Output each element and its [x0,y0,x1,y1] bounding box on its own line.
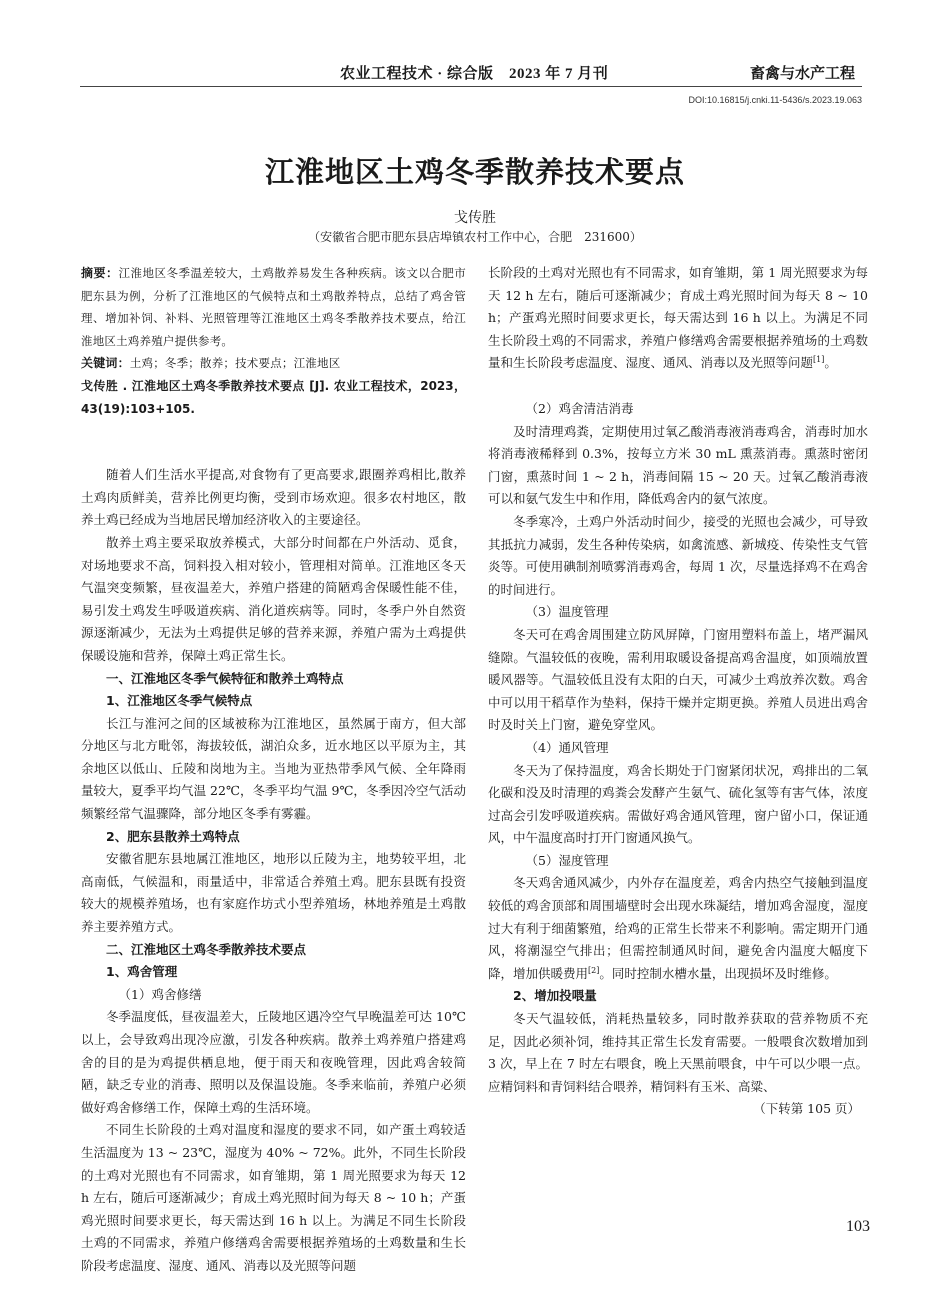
keywords-label: 关键词： [81,356,130,371]
item-heading: （5）湿度管理 [525,852,609,868]
subsection-heading: 2、肥东县散养土鸡特点 [106,828,240,844]
paragraph-text: 长阶段的土鸡对光照也有不同需求，如育雏期，第 1 周光照要求为每天 12 h 左右，随后可逐渐减少；育成土鸡光照时间为每天 8 ~ 10 h；产蛋鸡光照时间要求更长，每天需达到 16 h 以上。为满足不同生长阶段土鸡的不同需求，养殖户修缮鸡舍需要根据养殖场的土鸡数量和生长阶段考虑温度、湿度、通风、消毒以及光照等问题 [488,265,868,371]
left-column [81,262,466,1273]
paragraph-text: 冬天鸡舍通风减少，内外存在温度差，鸡舍内热空气接触到温度较低的鸡舍顶部和周围墙壁时会出现水珠凝结，增加鸡舍湿度，湿度过大有利于细菌繁殖，给鸡的正常生长带来不利影响。需定期开门通风，将潮湿空气排出；但需控制通风时间，避免舍内温度大幅度下降，增加供暖费用 [488,875,868,981]
paragraph-continued [488,262,868,398]
article-title: 江淮地区土鸡冬季散养技术要点 [264,155,685,189]
abstract-text: 江淮地区冬季温差较大，土鸡散养易发生各种疾病。该文以合肥市肥东县为例，分析了江淮地区的气候特点和土鸡散养特点，总结了鸡舍管理、增加补饲、补料、光照管理等江淮地区土鸡冬季散养技术要点，给江淮地区土鸡养殖户提供参考。 [81,266,466,348]
paragraph: 长江与淮河之间的区域被称为江淮地区，虽然属于南方，但大部分地区与北方毗邻，海拔较低，湖泊众多，近水地区以平原为主，其余地区以低山、丘陵和岗地为主。当地为亚热带季风气候、全年降雨量较大，夏季平均气温 22℃，冬季平均气温 9℃，冬季因冷空气活动频繁经常气温骤降，部分地区冬季有雾霾。 [81,715,466,822]
paragraph: 冬季寒冷，土鸡户外活动时间少，接受的光照也会减少，可导致其抵抗力减弱，发生各种传染病，如禽流感、新城疫、传染性支气管炎等。可使用碘制剂喷雾消毒鸡舍，每周 1 次，尽量选择鸡不在鸡舍的时间进行。 [488,513,868,597]
abstract-label: 摘要： [81,266,119,280]
subsection-heading: 1、鸡舍管理 [106,964,178,980]
paragraph: 散养土鸡主要采取放养模式，大部分时间都在户外活动、觅食，对场地要求不高，饲料投入相对较小，管理相对简单。江淮地区冬天气温突变频繁，昼夜温差大，养殖户搭建的简陋鸡舍保暖性能不佳，易引发土鸡发生呼吸道疾病、消化道疾病等。同时，冬季户外自然资源逐渐减少，无法为土鸡提供足够的营养来源，养殖户需为土鸡提供保暖设施和营养，保障土鸡正常生长。 [81,534,466,663]
section-header: 畜禽与水产工程 [749,66,855,82]
affiliation: （安徽省合肥市肥东县店埠镇农村工作中心，合肥 231600） [308,230,642,244]
page-number: 103 [846,1218,870,1235]
paragraph: 随着人们生活水平提高,对食物有了更高要求,跟圈养鸡相比,散养土鸡肉质鲜美，营养比例更均衡，受到市场欢迎。很多农村地区，散养土鸡已经成为当地居民增加经济收入的主要途径。 [81,467,466,528]
section-heading: 二、江淮地区土鸡冬季散养技术要点 [106,941,307,957]
reference-mark: [2] [588,965,600,975]
keywords-text: 土鸡；冬季；散养；技术要点；江淮地区 [129,356,341,371]
section-heading: 一、江淮地区冬季气候特征和散养土鸡特点 [106,670,344,686]
abstract [81,262,466,352]
paragraph-text: 。同时控制水槽水量，出现损坏及时维修。 [599,965,837,981]
punctuation: 。 [824,355,837,371]
header-rule [80,86,862,87]
doi: DOI:10.16815/j.cnki.11-5436/s.2023.19.063 [688,95,862,105]
right-column [488,262,868,1121]
subsection-heading: 1、江淮地区冬季气候特点 [106,693,253,709]
spacer [81,420,466,464]
item-heading: （2）鸡舍清洁消毒 [525,401,634,416]
paragraph: 及时清理鸡粪，定期使用过氧乙酸消毒液消毒鸡舍，消毒时加水将消毒液稀释到 0.3%，按每立方米 30 mL 熏蒸消毒。熏蒸时密闭门窗，熏蒸时间 1 ~ 2 h，消毒间隔 15 ~ 20 天。过氧乙酸消毒液可以和氨气发生中和作用，降低鸡舍内的氨气浓度。 [488,423,868,507]
continued-note: （下转第 105 页） [753,1101,860,1117]
author: 戈传胜 [454,210,496,226]
item-heading: （4）通风管理 [525,739,609,755]
item-heading: （3）温度管理 [525,604,609,620]
paragraph: 不同生长阶段的土鸡对温度和湿度的要求不同，如产蛋土鸡较适生活温度为 13 ~ 23℃，湿度为 40% ~ 72%。此外，不同生长阶段的土鸡对光照也有不同需求，如育雏期，第 1 周光照要求为每天 12 h 左右，随后可逐渐减少；育成土鸡光照时间为每天 8 ~ 10 h；产蛋鸡光照时间要求更长，每天需达到 16 h 以上。为满足不同生长阶段土鸡的不同需求，养殖户修缮鸡舍需要根据养殖场的土鸡数量和生长阶段考虑温度、湿度、通风、消毒以及光照等问题 [81,1122,466,1273]
paragraph: 安徽省肥东县地属江淮地区，地形以丘陵为主，地势较平坦，北高南低，气候温和，雨量适中，非常适合养殖土鸡。肥东县既有投资较大的规模养殖场，也有家庭作坊式小型养殖场，林地养殖是土鸡散养主要养殖方式。 [81,851,466,935]
reference-mark: [1] [813,355,825,365]
paragraph: 冬季温度低，昼夜温差大，丘陵地区遇冷空气早晚温差可达 10℃以上，会导致鸡出现冷应激，引发各种疾病。散养土鸡养殖户搭建鸡舍的目的是为鸡提供栖息地，便于雨天和夜晚管理，因此鸡舍较简陋，缺乏专业的消毒、照明以及保温设施。冬季来临前，养殖户必须做好鸡舍修缮工作，保障土鸡的生活环境。 [81,1009,466,1115]
subsection-heading: 2、增加投喂量 [513,988,597,1004]
paragraph: 冬天气温较低，消耗热量较多，同时散养获取的营养物质不充足，因此必须补饲，维持其正常生长发育需要。一般喂食次数增加到 3 次，早上在 7 时左右喂食，晚上天黑前喂食，中午可以少喂一点。应精饲料和青饲料结合喂养，精饲料有玉米、高粱、 [488,1011,868,1094]
paragraph [488,872,868,985]
paragraph: 冬天可在鸡舍周围建立防风屏障，门窗用塑料布盖上，堵严漏风缝隙。气温较低的夜晚，需利用取暖设备提高鸡舍温度，如顶端放置暖风器等。气温较低且没有太阳的白天，可减少土鸡放养次数。鸡舍中可以用干稻草作为垫料，保持干燥并定期更换。养殖人员进出鸡舍时及时关上门窗，避免穿堂风。 [488,626,868,733]
citation: 戈传胜 . 江淮地区土鸡冬季散养技术要点 [J]. 农业工程技术，2023，43(19):103+105. [81,378,466,416]
item-heading: （1）鸡舍修缮 [118,986,202,1002]
keywords [81,352,466,375]
journal-header: 农业工程技术 · 综合版 2023 年 7 月刊 [340,66,609,82]
paragraph: 冬天为了保持温度，鸡舍长期处于门窗紧闭状况，鸡排出的二氧化碳和没及时清理的鸡粪会发酵产生氨气、硫化氢等有害气体，浓度过高会引发呼吸道疾病。需做好鸡舍通风管理，窗户留小口，保证通风，中午温度高时打开门窗通风换气。 [488,762,868,846]
